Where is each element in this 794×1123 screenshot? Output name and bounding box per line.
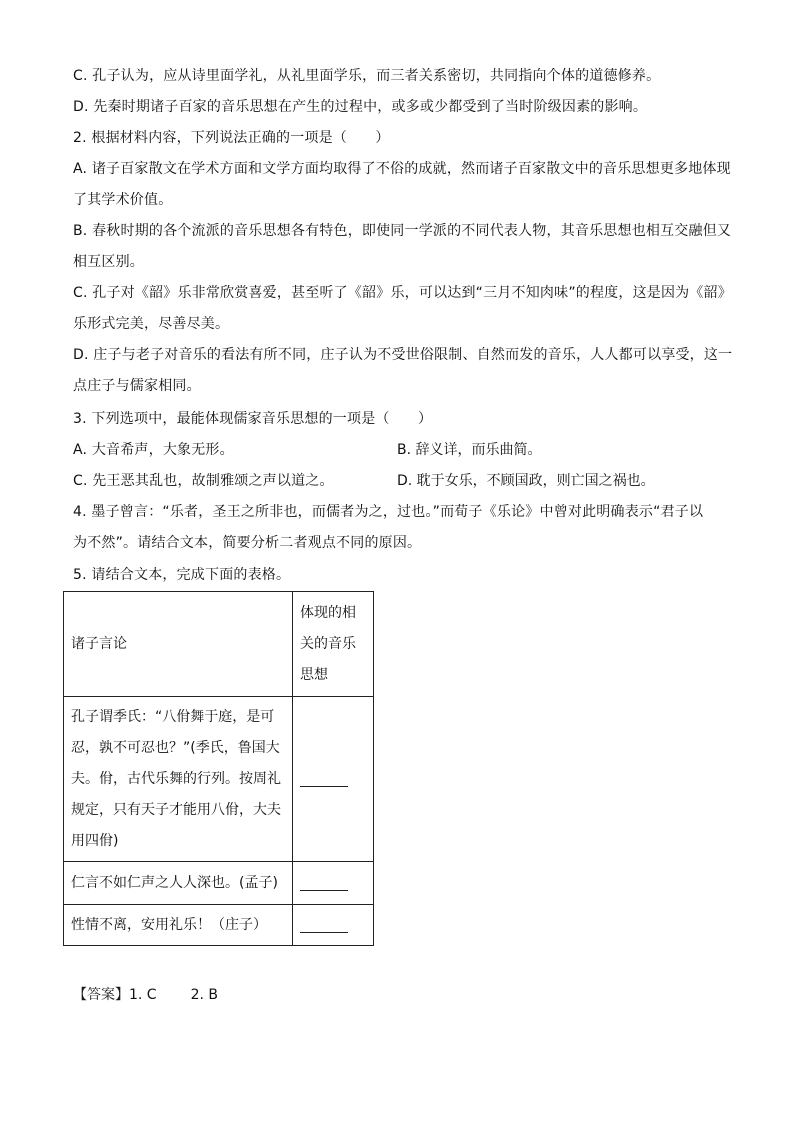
question-4-line1: 4. 墨子曾言：“乐者，圣王之所非也，而儒者为之，过也。”而荀子《乐论》中曾对此明确表示“君子以	[73, 504, 704, 520]
answer-table	[63, 591, 374, 946]
answer-blank[interactable]	[300, 916, 348, 933]
answer-line	[73, 985, 218, 1005]
quote-cell: 仁言不如仁声之人人深也。(孟子)	[64, 862, 293, 905]
option-2c-line1: C. 孔子对《韶》乐非常欣赏喜爱，甚至听了《韶》乐，可以达到“三月不知肉味”的程度，这是因为《韶》	[73, 285, 732, 301]
table-header-row	[64, 592, 374, 697]
answer-tag: 【答案】	[73, 987, 129, 1003]
question-5: 5. 请结合文本，完成下面的表格。	[73, 567, 291, 583]
question-2: 2. 根据材料内容，下列说法正确的一项是（ ）	[73, 130, 390, 146]
answer-blank[interactable]	[300, 874, 348, 891]
option-3b: B. 辞义详，而乐曲简。	[397, 442, 542, 458]
quote-cell: 孔子谓季氏：“八佾舞于庭，是可忍，孰不可忍也？”(季氏，鲁国大夫。佾，古代乐舞的行列。按周礼规定，只有天子才能用八佾，大夫用四佾)	[64, 697, 293, 862]
option-2c-line2: 乐形式完美，尽善尽美。	[73, 316, 230, 332]
option-2b-line1: B. 春秋时期的各个流派的音乐思想各有特色，即使同一学派的不同代表人物，其音乐思想也相互交融但又	[73, 223, 732, 239]
answer-2: 2. B	[190, 987, 219, 1003]
answer-blank[interactable]	[300, 770, 348, 787]
quote-cell: 性情不离，安用礼乐！（庄子）	[64, 905, 293, 946]
header-col1: 诸子言论	[64, 592, 293, 697]
answer-1: 1. C	[129, 987, 157, 1003]
question-4-line2: 为不然”。请结合文本，简要分析二者观点不同的原因。	[73, 535, 422, 551]
answer-blank-cell[interactable]	[293, 905, 374, 946]
table-row	[64, 905, 374, 946]
header-col2: 体现的相关的音乐思想	[293, 592, 374, 697]
option-1c: C. 孔子认为，应从诗里面学礼，从礼里面学乐，而三者关系密切，共同指向个体的道德修养。	[73, 68, 661, 84]
option-2b-line2: 相互区别。	[73, 254, 144, 270]
option-3a: A. 大音希声，大象无形。	[73, 442, 234, 458]
answer-blank-cell[interactable]	[293, 862, 374, 905]
option-2d-line2: 点庄子与儒家相同。	[73, 378, 201, 394]
table-row	[64, 697, 374, 862]
table-row	[64, 862, 374, 905]
question-3: 3. 下列选项中，最能体现儒家音乐思想的一项是（ ）	[73, 411, 433, 427]
option-2a-line1: A. 诸子百家散文在学术方面和文学方面均取得了不俗的成就，然而诸子百家散文中的音乐思想更多地体现	[73, 161, 731, 177]
option-1d: D. 先秦时期诸子百家的音乐思想在产生的过程中，或多或少都受到了当时阶级因素的影响。	[73, 99, 648, 115]
option-2d-line1: D. 庄子与老子对音乐的看法有所不同，庄子认为不受世俗限制、自然而发的音乐，人人都可以享受，这一	[73, 347, 733, 363]
option-3c: C. 先王恶其乱也，故制雅颂之声以道之。	[73, 473, 334, 489]
answer-blank-cell[interactable]	[293, 697, 374, 862]
option-3d: D. 耽于女乐，不顾国政，则亡国之祸也。	[397, 473, 655, 489]
option-2a-line2: 了其学术价值。	[73, 192, 173, 208]
